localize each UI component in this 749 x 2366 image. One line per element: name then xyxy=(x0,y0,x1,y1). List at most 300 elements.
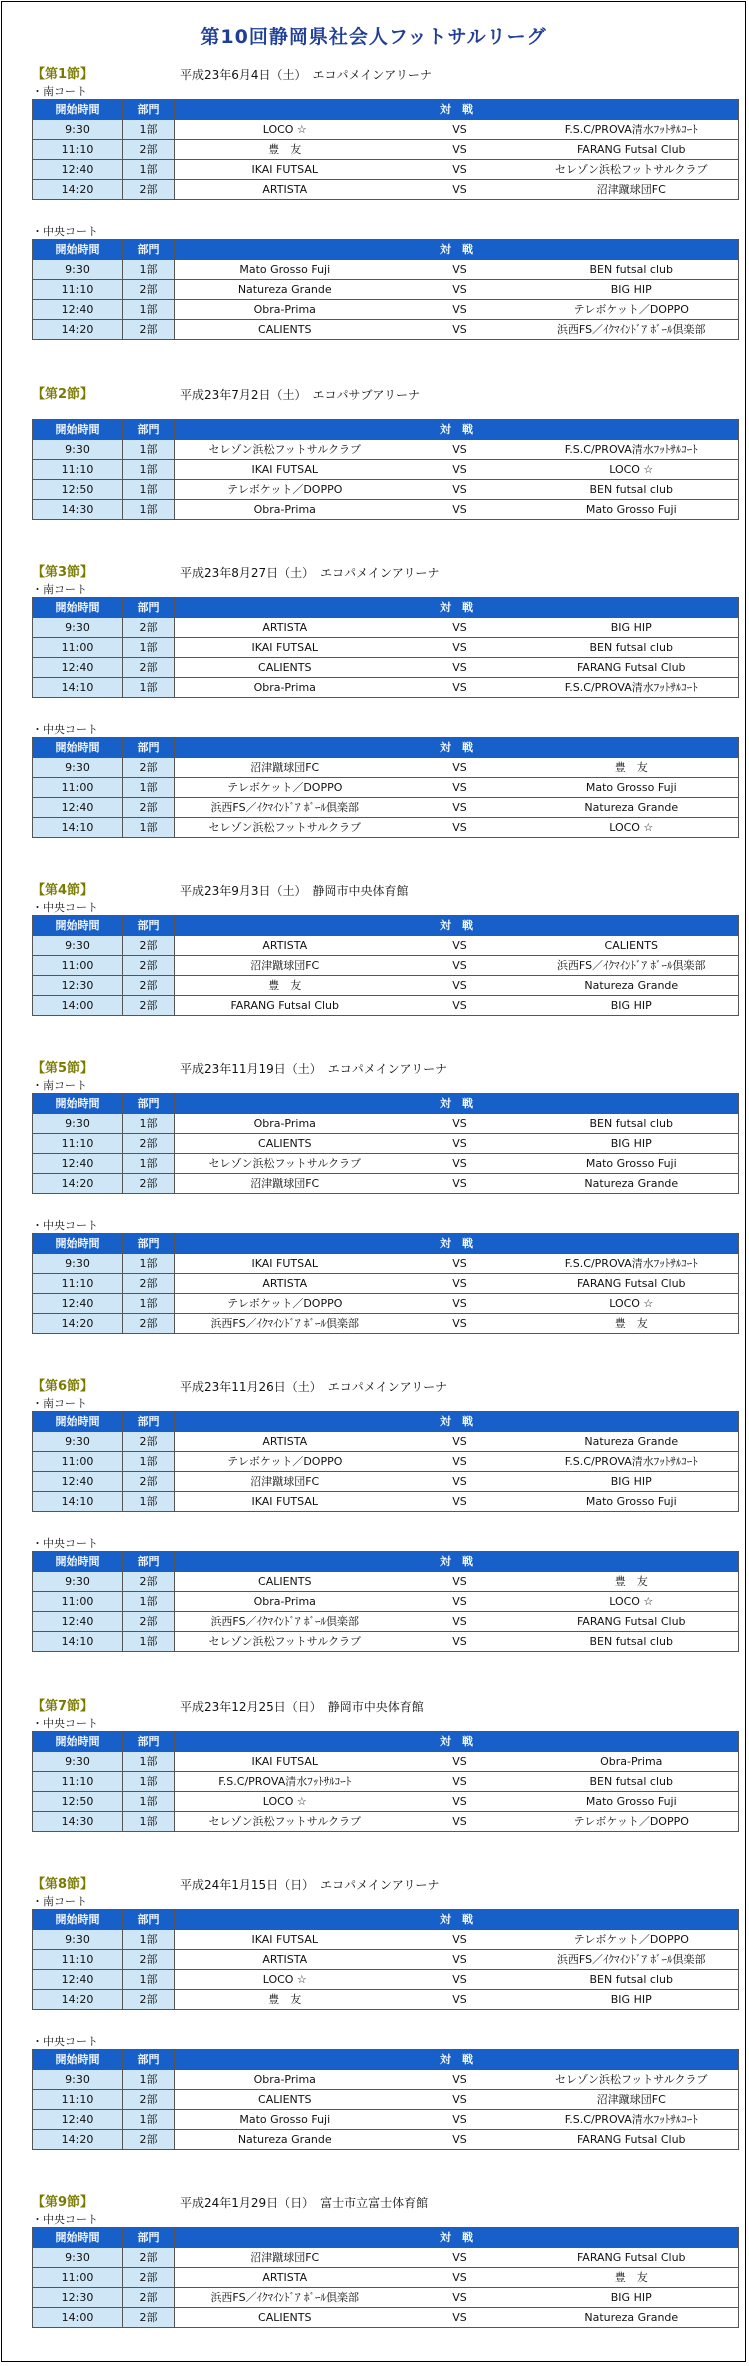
away-team: 浜西FS／ｲｸﾏｲﾝﾄﾞｱ ﾎﾞｰﾙ倶楽部 xyxy=(525,320,739,340)
home-team: Natureza Grande xyxy=(175,280,395,300)
header-match: 対 戦 xyxy=(175,2228,739,2248)
away-team: BIG HIP xyxy=(525,996,739,1016)
match-division: 2部 xyxy=(123,2288,175,2308)
home-team: IKAI FUTSAL xyxy=(175,1254,395,1274)
table-row xyxy=(33,1632,739,1652)
away-team: BEN futsal club xyxy=(525,260,739,280)
match-time: 11:00 xyxy=(33,1592,123,1612)
header-match: 対 戦 xyxy=(175,100,739,120)
round-header xyxy=(32,2194,738,2212)
vs-label: VS xyxy=(395,2090,525,2110)
round-header xyxy=(32,882,738,900)
vs-label: VS xyxy=(395,1294,525,1314)
home-team: 沼津蹴球団FC xyxy=(175,758,395,778)
home-team: IKAI FUTSAL xyxy=(175,638,395,658)
match-time: 9:30 xyxy=(33,1572,123,1592)
match-division: 1部 xyxy=(123,1752,175,1772)
vs-label: VS xyxy=(395,1752,525,1772)
home-team: IKAI FUTSAL xyxy=(175,1492,395,1512)
match-time: 12:40 xyxy=(33,2110,123,2130)
vs-label: VS xyxy=(395,2268,525,2288)
table-row xyxy=(33,440,739,460)
table-row xyxy=(33,1970,739,1990)
table-row xyxy=(33,1294,739,1314)
header-time: 開始時間 xyxy=(33,1732,123,1752)
home-team: セレゾン浜松フットサルクラブ xyxy=(175,440,395,460)
table-row xyxy=(33,758,739,778)
match-time: 11:00 xyxy=(33,2268,123,2288)
match-time: 14:20 xyxy=(33,180,123,200)
away-team: 沼津蹴球団FC xyxy=(525,2090,739,2110)
match-division: 2部 xyxy=(123,996,175,1016)
match-time: 11:10 xyxy=(33,1274,123,1294)
table-header-row xyxy=(33,1552,739,1572)
home-team: テレボケット／DOPPO xyxy=(175,1452,395,1472)
match-division: 1部 xyxy=(123,1492,175,1512)
match-time: 9:30 xyxy=(33,1432,123,1452)
match-time: 11:10 xyxy=(33,1950,123,1970)
table-header-row xyxy=(33,1910,739,1930)
match-time: 14:10 xyxy=(33,1492,123,1512)
vs-label: VS xyxy=(395,300,525,320)
header-time: 開始時間 xyxy=(33,240,123,260)
table-row xyxy=(33,2090,739,2110)
home-team: Obra-Prima xyxy=(175,300,395,320)
match-time: 14:10 xyxy=(33,818,123,838)
schedule-table xyxy=(32,2227,739,2328)
away-team: 浜西FS／ｲｸﾏｲﾝﾄﾞｱ ﾎﾞｰﾙ倶楽部 xyxy=(525,1950,739,1970)
home-team: 沼津蹴球団FC xyxy=(175,1174,395,1194)
vs-label: VS xyxy=(395,120,525,140)
match-division: 2部 xyxy=(123,2130,175,2150)
away-team: BIG HIP xyxy=(525,1134,739,1154)
table-row xyxy=(33,818,739,838)
home-team: セレゾン浜松フットサルクラブ xyxy=(175,1154,395,1174)
home-team: IKAI FUTSAL xyxy=(175,160,395,180)
match-division: 2部 xyxy=(123,1572,175,1592)
round-label: 【第3節】 xyxy=(32,565,94,580)
table-row xyxy=(33,1592,739,1612)
away-team: セレゾン浜松フットサルクラブ xyxy=(525,2070,739,2090)
vs-label: VS xyxy=(395,1492,525,1512)
table-header-row xyxy=(33,240,739,260)
match-division: 1部 xyxy=(123,1632,175,1652)
away-team: BEN futsal club xyxy=(525,480,739,500)
table-row xyxy=(33,320,739,340)
vs-label: VS xyxy=(395,2308,525,2328)
vs-label: VS xyxy=(395,480,525,500)
vs-label: VS xyxy=(395,1274,525,1294)
away-team: Mato Grosso Fuji xyxy=(525,1492,739,1512)
away-team: FARANG Futsal Club xyxy=(525,2248,739,2268)
home-team: IKAI FUTSAL xyxy=(175,1752,395,1772)
away-team: CALIENTS xyxy=(525,936,739,956)
table-row xyxy=(33,140,739,160)
match-division: 2部 xyxy=(123,936,175,956)
home-team: CALIENTS xyxy=(175,658,395,678)
round-header xyxy=(32,1060,738,1078)
round-date-venue: 平成24年1月29日（日） 富士市立富士体育館 xyxy=(180,2196,429,2210)
away-team: Mato Grosso Fuji xyxy=(525,1154,739,1174)
match-time: 12:40 xyxy=(33,658,123,678)
vs-label: VS xyxy=(395,2248,525,2268)
table-header-row xyxy=(33,916,739,936)
away-team: BIG HIP xyxy=(525,1472,739,1492)
vs-label: VS xyxy=(395,1254,525,1274)
table-row xyxy=(33,1452,739,1472)
home-team: テレボケット／DOPPO xyxy=(175,778,395,798)
vs-label: VS xyxy=(395,758,525,778)
away-team: FARANG Futsal Club xyxy=(525,2130,739,2150)
schedule-table xyxy=(32,1551,739,1652)
round-label: 【第9節】 xyxy=(32,2195,94,2210)
vs-label: VS xyxy=(395,618,525,638)
vs-label: VS xyxy=(395,1930,525,1950)
header-division: 部門 xyxy=(123,1234,175,1254)
court-label: ・南コート xyxy=(32,85,87,98)
match-time: 11:10 xyxy=(33,140,123,160)
header-division: 部門 xyxy=(123,1552,175,1572)
header-division: 部門 xyxy=(123,916,175,936)
away-team: F.S.C/PROVA清水ﾌｯﾄｻﾙｺｰﾄ xyxy=(525,120,739,140)
table-row xyxy=(33,1134,739,1154)
vs-label: VS xyxy=(395,1452,525,1472)
table-row xyxy=(33,1612,739,1632)
schedule-table xyxy=(32,737,739,838)
home-team: 豊 友 xyxy=(175,1990,395,2010)
match-division: 2部 xyxy=(123,976,175,996)
court-label: ・中央コート xyxy=(32,723,98,736)
match-time: 12:30 xyxy=(33,2288,123,2308)
match-time: 11:00 xyxy=(33,956,123,976)
match-division: 1部 xyxy=(123,1792,175,1812)
away-team: FARANG Futsal Club xyxy=(525,1274,739,1294)
match-division: 1部 xyxy=(123,160,175,180)
header-division: 部門 xyxy=(123,1732,175,1752)
match-time: 14:00 xyxy=(33,2308,123,2328)
home-team: CALIENTS xyxy=(175,2308,395,2328)
match-division: 1部 xyxy=(123,1294,175,1314)
round-header xyxy=(32,66,738,84)
match-time: 12:40 xyxy=(33,300,123,320)
round-date-venue: 平成24年1月15日（日） エコパメインアリーナ xyxy=(180,1878,440,1892)
table-row xyxy=(33,1254,739,1274)
vs-label: VS xyxy=(395,440,525,460)
table-header-row xyxy=(33,738,739,758)
away-team: 豊 友 xyxy=(525,1314,739,1334)
match-division: 1部 xyxy=(123,778,175,798)
away-team: FARANG Futsal Club xyxy=(525,140,739,160)
match-division: 1部 xyxy=(123,2070,175,2090)
table-row xyxy=(33,2110,739,2130)
header-division: 部門 xyxy=(123,1094,175,1114)
court-label: ・中央コート xyxy=(32,1717,98,1730)
table-row xyxy=(33,1752,739,1772)
home-team: 浜西FS／ｲｸﾏｲﾝﾄﾞｱ ﾎﾞｰﾙ倶楽部 xyxy=(175,2288,395,2308)
table-row xyxy=(33,798,739,818)
vs-label: VS xyxy=(395,1572,525,1592)
vs-label: VS xyxy=(395,638,525,658)
away-team: BIG HIP xyxy=(525,1990,739,2010)
away-team: LOCO ☆ xyxy=(525,818,739,838)
away-team: Natureza Grande xyxy=(525,2308,739,2328)
vs-label: VS xyxy=(395,996,525,1016)
match-time: 9:30 xyxy=(33,758,123,778)
table-row xyxy=(33,1492,739,1512)
header-time: 開始時間 xyxy=(33,738,123,758)
table-row xyxy=(33,638,739,658)
match-division: 1部 xyxy=(123,1254,175,1274)
header-time: 開始時間 xyxy=(33,1552,123,1572)
header-time: 開始時間 xyxy=(33,598,123,618)
schedule-table xyxy=(32,1411,739,1512)
match-division: 2部 xyxy=(123,280,175,300)
header-time: 開始時間 xyxy=(33,916,123,936)
vs-label: VS xyxy=(395,1314,525,1334)
table-row xyxy=(33,2268,739,2288)
vs-label: VS xyxy=(395,1592,525,1612)
match-division: 1部 xyxy=(123,480,175,500)
away-team: F.S.C/PROVA清水ﾌｯﾄｻﾙｺｰﾄ xyxy=(525,440,739,460)
table-header-row xyxy=(33,1094,739,1114)
match-time: 9:30 xyxy=(33,1254,123,1274)
match-division: 2部 xyxy=(123,1134,175,1154)
header-time: 開始時間 xyxy=(33,100,123,120)
schedule-table xyxy=(32,1093,739,1194)
away-team: F.S.C/PROVA清水ﾌｯﾄｻﾙｺｰﾄ xyxy=(525,1254,739,1274)
header-match: 対 戦 xyxy=(175,916,739,936)
vs-label: VS xyxy=(395,778,525,798)
match-division: 1部 xyxy=(123,440,175,460)
away-team: BEN futsal club xyxy=(525,1632,739,1652)
match-division: 1部 xyxy=(123,1592,175,1612)
match-division: 1部 xyxy=(123,500,175,520)
away-team: 豊 友 xyxy=(525,1572,739,1592)
home-team: 豊 友 xyxy=(175,976,395,996)
match-division: 2部 xyxy=(123,2248,175,2268)
match-time: 14:30 xyxy=(33,1812,123,1832)
header-match: 対 戦 xyxy=(175,240,739,260)
vs-label: VS xyxy=(395,2288,525,2308)
away-team: 沼津蹴球団FC xyxy=(525,180,739,200)
away-team: F.S.C/PROVA清水ﾌｯﾄｻﾙｺｰﾄ xyxy=(525,1452,739,1472)
round-label: 【第7節】 xyxy=(32,1699,94,1714)
away-team: F.S.C/PROVA清水ﾌｯﾄｻﾙｺｰﾄ xyxy=(525,678,739,698)
table-row xyxy=(33,260,739,280)
round-header xyxy=(32,386,738,404)
vs-label: VS xyxy=(395,2130,525,2150)
match-division: 1部 xyxy=(123,1772,175,1792)
home-team: 浜西FS／ｲｸﾏｲﾝﾄﾞｱ ﾎﾞｰﾙ倶楽部 xyxy=(175,1314,395,1334)
schedule-table xyxy=(32,419,739,520)
match-time: 12:40 xyxy=(33,798,123,818)
match-division: 1部 xyxy=(123,818,175,838)
match-time: 11:00 xyxy=(33,778,123,798)
home-team: 浜西FS／ｲｸﾏｲﾝﾄﾞｱ ﾎﾞｰﾙ倶楽部 xyxy=(175,798,395,818)
table-header-row xyxy=(33,2050,739,2070)
schedule-table xyxy=(32,239,739,340)
table-row xyxy=(33,1114,739,1134)
vs-label: VS xyxy=(395,936,525,956)
vs-label: VS xyxy=(395,1174,525,1194)
round-date-venue: 平成23年11月19日（土） エコパメインアリーナ xyxy=(180,1062,448,1076)
table-row xyxy=(33,2248,739,2268)
table-row xyxy=(33,280,739,300)
away-team: Natureza Grande xyxy=(525,1174,739,1194)
home-team: LOCO ☆ xyxy=(175,120,395,140)
vs-label: VS xyxy=(395,1154,525,1174)
round-date-venue: 平成23年11月26日（土） エコパメインアリーナ xyxy=(180,1380,448,1394)
schedule-page xyxy=(1,1,746,2362)
match-time: 9:30 xyxy=(33,936,123,956)
vs-label: VS xyxy=(395,1812,525,1832)
vs-label: VS xyxy=(395,460,525,480)
away-team: 豊 友 xyxy=(525,758,739,778)
away-team: BEN futsal club xyxy=(525,1772,739,1792)
home-team: ARTISTA xyxy=(175,1950,395,1970)
match-division: 2部 xyxy=(123,2090,175,2110)
vs-label: VS xyxy=(395,500,525,520)
header-division: 部門 xyxy=(123,738,175,758)
table-header-row xyxy=(33,100,739,120)
round-label: 【第8節】 xyxy=(32,1877,94,1892)
home-team: テレボケット／DOPPO xyxy=(175,480,395,500)
page-title: 第10回静岡県社会人フットサルリーグ xyxy=(200,26,547,48)
match-division: 2部 xyxy=(123,1174,175,1194)
table-row xyxy=(33,1950,739,1970)
table-row xyxy=(33,778,739,798)
home-team: 沼津蹴球団FC xyxy=(175,2248,395,2268)
away-team: BIG HIP xyxy=(525,280,739,300)
vs-label: VS xyxy=(395,160,525,180)
home-team: ARTISTA xyxy=(175,2268,395,2288)
match-division: 1部 xyxy=(123,1812,175,1832)
away-team: 豊 友 xyxy=(525,2268,739,2288)
round-label: 【第5節】 xyxy=(32,1061,94,1076)
header-time: 開始時間 xyxy=(33,2228,123,2248)
header-time: 開始時間 xyxy=(33,1412,123,1432)
table-row xyxy=(33,1314,739,1334)
match-time: 9:30 xyxy=(33,1114,123,1134)
away-team: テレボケット／DOPPO xyxy=(525,1812,739,1832)
round-header xyxy=(32,564,738,582)
home-team: ARTISTA xyxy=(175,180,395,200)
round-date-venue: 平成23年8月27日（土） エコパメインアリーナ xyxy=(180,566,440,580)
schedule-table xyxy=(32,1233,739,1334)
match-time: 14:30 xyxy=(33,500,123,520)
home-team: Obra-Prima xyxy=(175,2070,395,2090)
match-division: 1部 xyxy=(123,1970,175,1990)
table-row xyxy=(33,1472,739,1492)
away-team: LOCO ☆ xyxy=(525,1294,739,1314)
match-division: 2部 xyxy=(123,1274,175,1294)
header-match: 対 戦 xyxy=(175,738,739,758)
away-team: テレボケット／DOPPO xyxy=(525,1930,739,1950)
away-team: BIG HIP xyxy=(525,618,739,638)
match-time: 11:10 xyxy=(33,1772,123,1792)
home-team: 豊 友 xyxy=(175,140,395,160)
court-label: ・南コート xyxy=(32,1397,87,1410)
away-team: セレゾン浜松フットサルクラブ xyxy=(525,160,739,180)
match-time: 9:30 xyxy=(33,440,123,460)
match-time: 9:30 xyxy=(33,2070,123,2090)
away-team: Natureza Grande xyxy=(525,1432,739,1452)
court-label: ・中央コート xyxy=(32,1219,98,1232)
away-team: Mato Grosso Fuji xyxy=(525,778,739,798)
match-division: 2部 xyxy=(123,618,175,638)
header-match: 対 戦 xyxy=(175,2050,739,2070)
header-time: 開始時間 xyxy=(33,1094,123,1114)
home-team: FARANG Futsal Club xyxy=(175,996,395,1016)
vs-label: VS xyxy=(395,320,525,340)
home-team: LOCO ☆ xyxy=(175,1792,395,1812)
schedule-table xyxy=(32,597,739,698)
match-division: 2部 xyxy=(123,758,175,778)
vs-label: VS xyxy=(395,140,525,160)
round-date-venue: 平成23年7月2日（土） エコパサブアリーナ xyxy=(180,388,421,402)
home-team: Obra-Prima xyxy=(175,1114,395,1134)
vs-label: VS xyxy=(395,280,525,300)
away-team: 浜西FS／ｲｸﾏｲﾝﾄﾞｱ ﾎﾞｰﾙ倶楽部 xyxy=(525,956,739,976)
home-team: セレゾン浜松フットサルクラブ xyxy=(175,818,395,838)
away-team: テレボケット／DOPPO xyxy=(525,300,739,320)
match-time: 12:40 xyxy=(33,1154,123,1174)
match-time: 9:30 xyxy=(33,1752,123,1772)
match-time: 14:20 xyxy=(33,2130,123,2150)
match-time: 14:20 xyxy=(33,1314,123,1334)
away-team: BEN futsal club xyxy=(525,638,739,658)
table-row xyxy=(33,1154,739,1174)
match-time: 12:40 xyxy=(33,1970,123,1990)
match-division: 1部 xyxy=(123,300,175,320)
home-team: Obra-Prima xyxy=(175,678,395,698)
match-division: 2部 xyxy=(123,1314,175,1334)
schedule-table xyxy=(32,1731,739,1832)
home-team: CALIENTS xyxy=(175,1572,395,1592)
match-division: 1部 xyxy=(123,678,175,698)
round-header xyxy=(32,1378,738,1396)
header-division: 部門 xyxy=(123,420,175,440)
table-row xyxy=(33,1174,739,1194)
table-header-row xyxy=(33,598,739,618)
table-row xyxy=(33,618,739,638)
match-time: 12:40 xyxy=(33,160,123,180)
round-date-venue: 平成23年6月4日（土） エコパメインアリーナ xyxy=(180,68,432,82)
vs-label: VS xyxy=(395,1612,525,1632)
home-team: Obra-Prima xyxy=(175,1592,395,1612)
table-row xyxy=(33,678,739,698)
table-row xyxy=(33,1792,739,1812)
vs-label: VS xyxy=(395,678,525,698)
vs-label: VS xyxy=(395,1970,525,1990)
table-header-row xyxy=(33,1412,739,1432)
table-row xyxy=(33,996,739,1016)
away-team: Natureza Grande xyxy=(525,976,739,996)
match-time: 14:10 xyxy=(33,1632,123,1652)
match-time: 14:20 xyxy=(33,320,123,340)
match-division: 1部 xyxy=(123,2110,175,2130)
vs-label: VS xyxy=(395,1114,525,1134)
away-team: BIG HIP xyxy=(525,2288,739,2308)
court-label: ・中央コート xyxy=(32,2213,98,2226)
home-team: テレボケット／DOPPO xyxy=(175,1294,395,1314)
table-row xyxy=(33,1274,739,1294)
table-row xyxy=(33,2308,739,2328)
match-division: 2部 xyxy=(123,140,175,160)
match-time: 9:30 xyxy=(33,260,123,280)
vs-label: VS xyxy=(395,2110,525,2130)
home-team: IKAI FUTSAL xyxy=(175,460,395,480)
